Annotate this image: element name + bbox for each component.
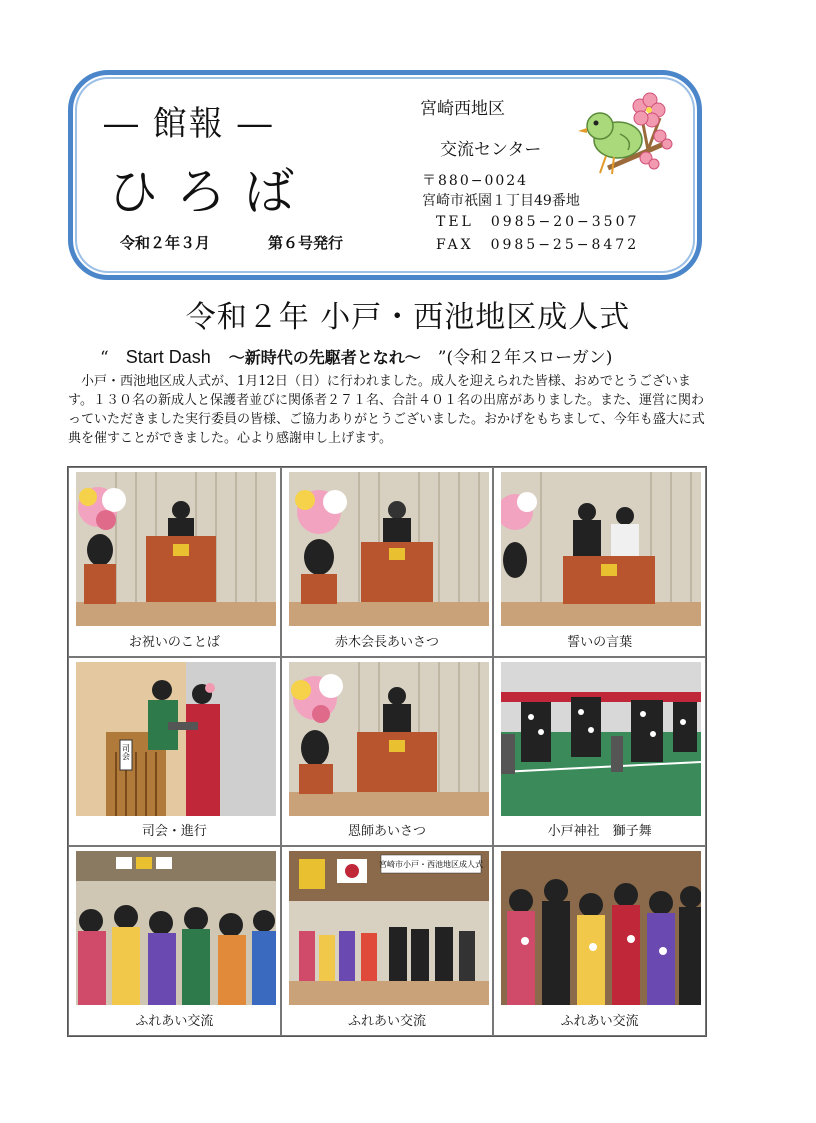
photo-caption: ふれあい交流 xyxy=(347,1014,426,1029)
photo-cell xyxy=(68,467,281,657)
photo-caption: 司会・進行 xyxy=(141,824,207,840)
photo-mingling-1 xyxy=(76,851,276,1005)
bird-blossom-icon xyxy=(578,88,673,188)
slogan-open-quote: “ xyxy=(100,348,126,368)
banner-text: 宮崎市小戸・西池地区成人式 xyxy=(378,860,483,870)
photo-cell xyxy=(68,846,281,1036)
org-name-line1: 宮崎西地区 xyxy=(420,99,505,119)
photo-teacher-greeting xyxy=(289,662,489,816)
photo-mingling-3 xyxy=(501,851,701,1005)
photo-chairman-greeting xyxy=(289,472,489,626)
postal-code: 〒880−0024 xyxy=(422,173,529,189)
article-title: 令和２年 小戸・西池地区成人式 xyxy=(185,300,631,335)
photo-mc xyxy=(76,662,276,816)
issue-number: 第６号発行 xyxy=(268,234,344,252)
photo-cell xyxy=(493,657,706,847)
photo-caption: 誓いの言葉 xyxy=(567,634,633,650)
photo-cell xyxy=(493,846,706,1036)
masthead-kanpo: ― 館報 ― xyxy=(104,104,274,144)
slogan-japanese: ～新時代の先駆者となれ～ xyxy=(228,348,421,367)
org-name-line2: 交流センター xyxy=(440,140,542,160)
photo-cell xyxy=(68,657,281,847)
photo-cell xyxy=(281,657,494,847)
slogan-close: ”(令和２年スローガン) xyxy=(420,348,613,368)
fax-number: FAX 0985−25−8472 xyxy=(436,237,640,253)
tel-number: TEL 0985−20−3507 xyxy=(436,214,640,230)
masthead-title: ひろば xyxy=(108,163,312,221)
photo-caption: 赤木会長あいさつ xyxy=(334,634,439,650)
photo-caption: ふれあい交流 xyxy=(135,1014,214,1029)
photo-congratulatory-speech xyxy=(76,472,276,626)
photo-lion-dance xyxy=(501,662,701,816)
photo-grid xyxy=(67,466,707,1037)
article-body: 小戸・西池地区成人式が、1月12日（日）に行われました。成人を迎えられた皆様、おめでとうございます。１３０名の新成人と保護者並びに関係者２７１名、合計４０１名の出席がありました。また、運営に関わっていただきました実行委員の皆様、ご協力ありがとうございました。おかげをもちまして、今年も盛大に式典を催すことができました。心より感謝申し上げます。 xyxy=(68,374,705,446)
photo-mingling-2 xyxy=(289,851,489,1005)
photo-cell xyxy=(281,846,494,1036)
photo-caption: ふれあい交流 xyxy=(560,1014,639,1029)
photo-cell xyxy=(493,467,706,657)
photo-cell xyxy=(281,467,494,657)
photo-caption: 小戸神社 獅子舞 xyxy=(547,824,652,840)
mc-sign-text: 司会 xyxy=(121,743,131,760)
photo-caption: お祝いのことば xyxy=(128,634,220,650)
slogan xyxy=(100,343,612,369)
slogan-english: Start Dash xyxy=(125,347,229,367)
photo-pledge xyxy=(501,472,701,626)
issue-date: 令和２年３月 xyxy=(120,234,211,252)
address: 宮崎市祇園１丁目49番地 xyxy=(422,193,580,209)
photo-caption: 恩師あいさつ xyxy=(347,824,426,840)
